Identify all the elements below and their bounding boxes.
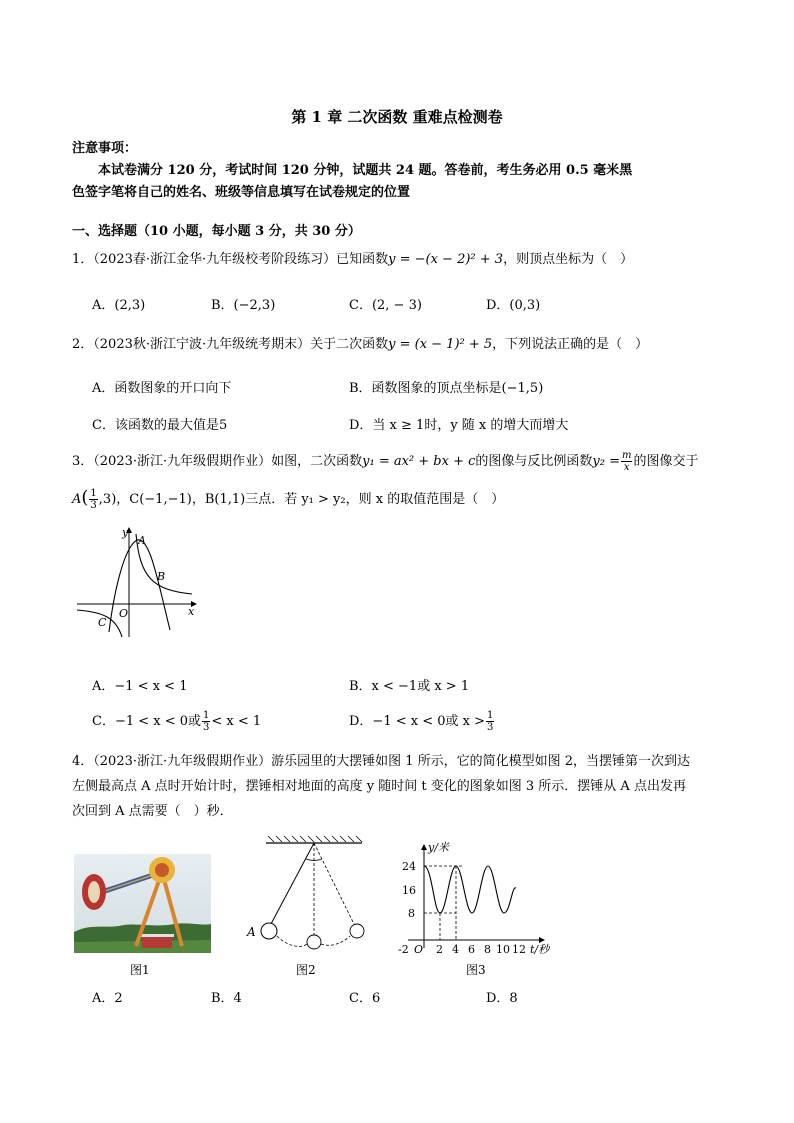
- q3-y-label: y: [122, 526, 129, 539]
- q1-formula: y = −(x − 2)² + 3: [388, 252, 504, 267]
- q4-figure-3-y-tick-16: 16: [402, 884, 416, 897]
- q3-option-c[interactable]: [92, 710, 261, 733]
- q4-option-a[interactable]: A．2: [92, 991, 123, 1006]
- q3-line-2-rest: ,3)，C(−1,−1)，B(1,1)三点．若 y₁ > y₂，则 x 的取值范围是（ ）: [98, 492, 505, 507]
- q2-stem-b: ，下列说法正确的是（ ）: [492, 337, 649, 352]
- question-4-line-1: 4．（2023·浙江·九年级假期作业）游乐园里的大摆锤如图 1 所示，它的简化模型如图 2，当摆锤第一次到达: [72, 754, 691, 769]
- q3-origin-label: O: [119, 607, 129, 620]
- q2-option-c[interactable]: C．该函数的最大值是5: [92, 418, 228, 433]
- q4-figure-1-photo: [74, 854, 211, 953]
- q1-option-d[interactable]: D．(0,3): [486, 298, 541, 313]
- q3-point-b: B: [157, 570, 166, 583]
- q4-figure-3-graph: [394, 840, 564, 958]
- q3-point-a-label: A: [72, 492, 82, 507]
- q3-option-d-num: 1: [487, 710, 494, 721]
- q1-stem-a: 1．（2023春·浙江金华·九年级校考阶段练习）已知函数: [72, 252, 389, 267]
- q3-point-a-num: 1: [90, 488, 97, 499]
- q4-figure-3-x-tick-10: 10: [496, 943, 510, 956]
- q4-figure-1-caption: 图1: [130, 963, 150, 977]
- question-3-stem-line-2: A( $\frac{1}{3}$ ,3)，C(−1,−1)，B(1,1)三点．若 y₁ > y₂，则 x 的取值范围是（ ）: [72, 487, 505, 511]
- q3-stem-a: 3．（2023·浙江·九年级假期作业）如图，二次函数: [72, 454, 363, 469]
- q3-option-c-frac: [202, 710, 210, 733]
- q3-option-c-num: 1: [203, 710, 210, 721]
- q3-point-a-frac: [89, 488, 97, 511]
- q3-stem-b: 的图像与反比例函数: [475, 454, 593, 469]
- q2-formula: y = (x − 1)² + 5: [388, 337, 493, 352]
- q3-point-a-den: 3: [90, 500, 97, 511]
- q3-graph: [72, 522, 202, 640]
- q4-figure-3-x-tick-neg2: -2: [398, 943, 409, 956]
- q3-point-c: C: [98, 616, 107, 629]
- q3-formula-2-lhs: y₂ =: [592, 454, 620, 469]
- q4-figure-3-y-tick-24: 24: [402, 860, 416, 873]
- q3-stem-c: 的图像交于: [633, 454, 699, 469]
- page-title: 第 1 章 二次函数 重难点检测卷: [291, 108, 503, 126]
- q4-figure-3-origin: O: [414, 943, 424, 956]
- q4-figure-3-y-tick-8: 8: [408, 907, 415, 920]
- q3-frac-x: x: [623, 462, 630, 473]
- section-heading: 一、选择题（10 小题，每小题 3 分，共 30 分）: [72, 224, 361, 239]
- notice-line-1: 本试卷满分 120 分，考试时间 120 分钟，试题共 24 题。答卷前，考生务必用 0.5 毫米黑: [98, 163, 633, 178]
- q4-figure-3-x-tick-6: 6: [468, 943, 475, 956]
- q3-x-label: x: [188, 605, 195, 618]
- question-1-stem: [72, 250, 633, 270]
- question-2-stem: [72, 335, 648, 355]
- q2-option-d[interactable]: D．当 x ≥ 1时，y 随 x 的增大而增大: [349, 418, 569, 433]
- q4-option-b[interactable]: B．4: [211, 991, 242, 1006]
- q3-option-d-frac: [486, 710, 494, 733]
- q4-figure-3-x-label: t/秒: [530, 943, 550, 956]
- notice-heading: 注意事项：: [72, 141, 138, 156]
- q1-option-a[interactable]: A．(2,3): [92, 298, 146, 313]
- q4-figure-3-y-label: y/米: [428, 841, 449, 854]
- q3-option-d-a: D．−1 < x < 0或 x >: [349, 714, 485, 729]
- q3-option-b[interactable]: B．x < −1或 x > 1: [349, 679, 470, 694]
- q4-figure-3-x-tick-2: 2: [436, 943, 443, 956]
- q3-point-a: A: [138, 534, 146, 547]
- q2-option-b[interactable]: B．函数图象的顶点坐标是(−1,5): [349, 381, 544, 396]
- q3-option-c-a: C．−1 < x < 0或: [92, 714, 202, 729]
- notice-line-2: 色签字笔将自己的姓名、班级等信息填写在试卷规定的位置: [72, 185, 411, 200]
- question-4-line-2: 左侧最高点 A 点时开始计时，摆锤相对地面的高度 y 随时间 t 变化的图象如图 3 所示．摆锤从 A 点出发再: [72, 779, 686, 794]
- q4-figure-2-caption: 图2: [296, 963, 316, 977]
- q4-option-c[interactable]: C．6: [349, 991, 381, 1006]
- q4-figure-3-x-tick-4: 4: [452, 943, 459, 956]
- q1-stem-b: ，则顶点坐标为（ ）: [503, 252, 634, 267]
- q4-figure-3-x-tick-8: 8: [484, 943, 491, 956]
- q4-figure-3-x-tick-12: 12: [512, 943, 526, 956]
- q1-option-c[interactable]: C．(2, − 3): [349, 298, 422, 313]
- q2-stem-a: 2．（2023秋·浙江宁波·九年级统考期末）关于二次函数: [72, 337, 389, 352]
- q3-formula-1: y₁ = ax² + bx + c: [362, 454, 476, 469]
- q3-frac-m: m: [622, 450, 632, 461]
- question-4-line-3: 次回到 A 点需要（ ）秒．: [72, 804, 233, 819]
- q3-option-d-den: 3: [487, 722, 494, 733]
- q4-figure-2-point-a: A: [247, 925, 256, 939]
- q3-option-d[interactable]: [349, 710, 495, 733]
- q1-option-b[interactable]: B．(−2,3): [211, 298, 276, 313]
- question-3-stem-line-1: [72, 450, 699, 473]
- q4-figure-3-caption: 图3: [466, 963, 486, 977]
- q4-option-d[interactable]: D．8: [486, 991, 518, 1006]
- q3-formula-2-frac: [621, 450, 632, 473]
- q3-option-c-den: 3: [203, 722, 210, 733]
- q2-option-a[interactable]: A．函数图象的开口向下: [92, 381, 232, 396]
- q3-option-c-b: < x < 1: [211, 714, 262, 729]
- q4-figure-2-pendulum: [244, 836, 374, 954]
- q3-option-a[interactable]: A．−1 < x < 1: [92, 679, 188, 694]
